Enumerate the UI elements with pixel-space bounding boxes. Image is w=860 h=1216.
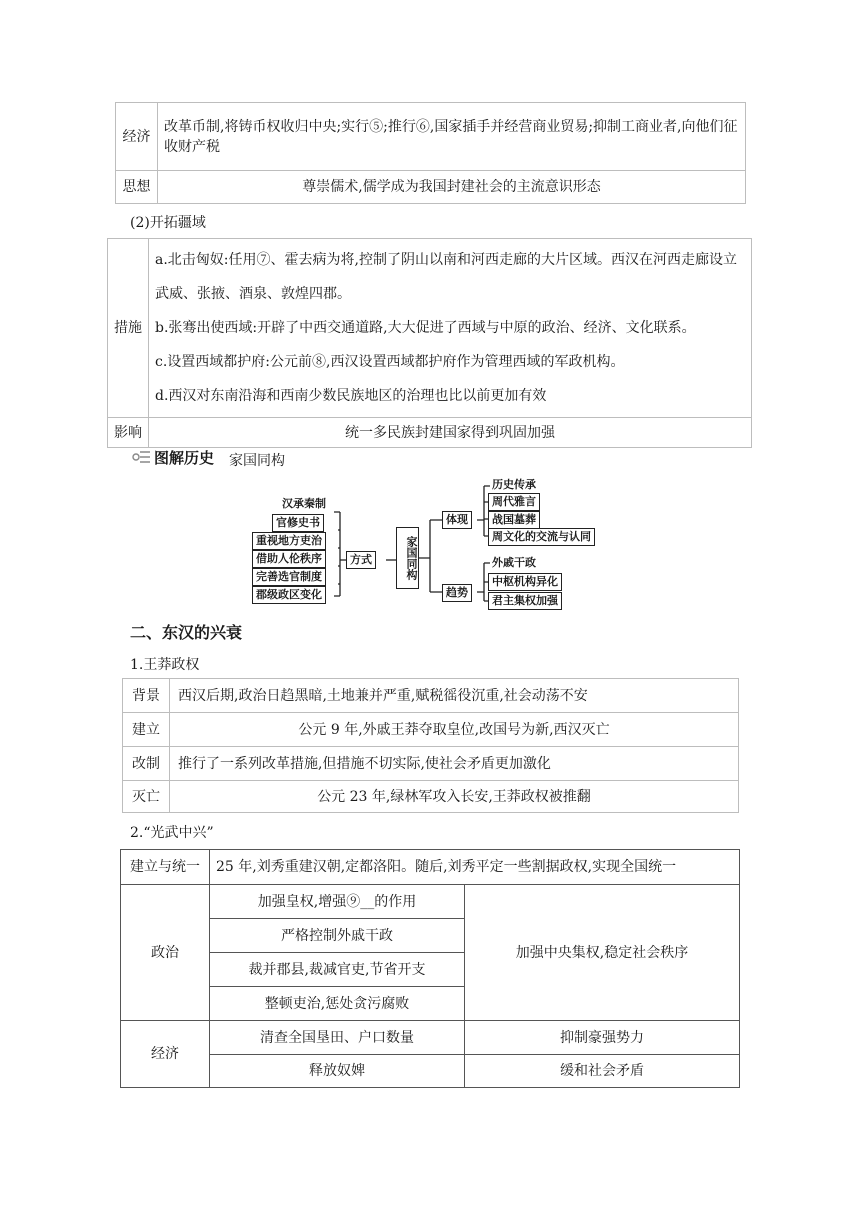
economy-effect: 缓和社会矛盾 bbox=[465, 1055, 740, 1088]
background-header: 背景 bbox=[123, 679, 170, 713]
diagram-section-subtitle: 家国同构 bbox=[229, 453, 285, 469]
politics-item: 裁并郡县,裁减官吏,节省开支 bbox=[210, 953, 465, 987]
fall-header: 灭亡 bbox=[123, 781, 170, 813]
measure-d: d.西汉对东南沿海和西南少数民族地区的治理也比以前更加有效 bbox=[155, 388, 547, 404]
establish-header: 建立 bbox=[123, 713, 170, 747]
politics-item: 整顿吏治,惩处贪污腐败 bbox=[210, 987, 465, 1021]
left-item: 借助人伦秩序 bbox=[252, 550, 326, 568]
politics-item: 加强皇权,增强⑨__的作用 bbox=[210, 885, 465, 919]
guangwu-title: 2.“光武中兴” bbox=[130, 825, 214, 841]
economy-header: 经济 bbox=[116, 103, 158, 171]
fall-text: 公元 23 年,绿林军攻入长安,王莽政权被推翻 bbox=[170, 781, 739, 813]
section-expand-territory: (2)开拓疆域 bbox=[130, 215, 206, 231]
left-item: 官修史书 bbox=[272, 514, 324, 532]
guangwu-table bbox=[120, 849, 740, 1088]
territory-table bbox=[107, 238, 752, 448]
left-item: 汉承秦制 bbox=[282, 497, 326, 510]
unify-text: 25 年,刘秀重建汉朝,定都洛阳。随后,刘秀平定一些割据政权,实现全国统一 bbox=[210, 850, 740, 885]
trend-item: 外戚干政 bbox=[492, 556, 536, 569]
economy-effect: 抑制豪强势力 bbox=[465, 1021, 740, 1055]
politics-header: 政治 bbox=[121, 885, 210, 1021]
reform-table bbox=[115, 102, 746, 204]
reform-text: 推行了一系列改革措施,但措施不切实际,使社会矛盾更加激化 bbox=[170, 747, 739, 781]
left-item: 郡级政区变化 bbox=[252, 586, 326, 604]
measure-b: b.张骞出使西域:开辟了中西交通道路,大大促进了西域与中原的政治、经济、文化联系。 bbox=[155, 320, 696, 336]
establish-text: 公元 9 年,外戚王莽夺取皇位,改国号为新,西汉灭亡 bbox=[170, 713, 739, 747]
left-item: 重视地方吏治 bbox=[252, 532, 326, 550]
embody-item: 周代雅言 bbox=[488, 493, 540, 511]
politics-effect: 加强中央集权,稳定社会秩序 bbox=[465, 885, 740, 1021]
thought-text: 尊崇儒术,儒学成为我国封建社会的主流意识形态 bbox=[158, 171, 746, 204]
impact-header: 影响 bbox=[108, 418, 149, 448]
reform-header: 改制 bbox=[123, 747, 170, 781]
economy-text: 改革币制,将铸币权收归中央;实行⑤;推行⑥,国家插手并经营商业贸易;抑制工商业者,向他们征收财产税 bbox=[158, 103, 746, 171]
measure-a: a.北击匈奴:任用⑦、霍去病为将,控制了阴山以南和河西走廊的大片区域。西汉在河西走廊设立武威、张掖、酒泉、敦煌四郡。 bbox=[155, 252, 737, 302]
measure-c: c.设置西域都护府:公元前⑧,西汉设置西域都护府作为管理西域的军政机构。 bbox=[155, 354, 625, 370]
politics-item: 严格控制外戚干政 bbox=[210, 919, 465, 953]
wangmang-title: 1.王莽政权 bbox=[130, 657, 200, 673]
diagram-section-icon bbox=[130, 448, 152, 470]
economy-measure: 释放奴婢 bbox=[210, 1055, 465, 1088]
trend-item: 君主集权加强 bbox=[488, 592, 562, 610]
trend-box: 趋势 bbox=[442, 584, 472, 602]
embody-item: 战国墓葬 bbox=[488, 511, 540, 529]
section-heading: 二、东汉的兴衰 bbox=[130, 623, 243, 642]
impact-text: 统一多民族封建国家得到巩固加强 bbox=[149, 418, 752, 448]
unify-header: 建立与统一 bbox=[121, 850, 210, 885]
diagram-section-title: 图解历史 bbox=[154, 449, 215, 467]
embody-box: 体现 bbox=[442, 511, 472, 529]
economy-measure: 清查全国垦田、户口数量 bbox=[210, 1021, 465, 1055]
embody-item: 历史传承 bbox=[492, 478, 536, 491]
left-item: 完善选官制度 bbox=[252, 568, 326, 586]
measures-header: 措施 bbox=[108, 239, 149, 418]
trend-item: 中枢机构异化 bbox=[488, 573, 562, 591]
background-text: 西汉后期,政治日趋黑暗,土地兼并严重,赋税徭役沉重,社会动荡不安 bbox=[170, 679, 739, 713]
method-box: 方式 bbox=[346, 551, 376, 569]
economy-header: 经济 bbox=[121, 1021, 210, 1088]
wangmang-table bbox=[122, 678, 739, 813]
embody-item: 周文化的交流与认同 bbox=[488, 528, 595, 546]
center-box: 家国同构 bbox=[396, 527, 419, 589]
thought-header: 思想 bbox=[116, 171, 158, 204]
